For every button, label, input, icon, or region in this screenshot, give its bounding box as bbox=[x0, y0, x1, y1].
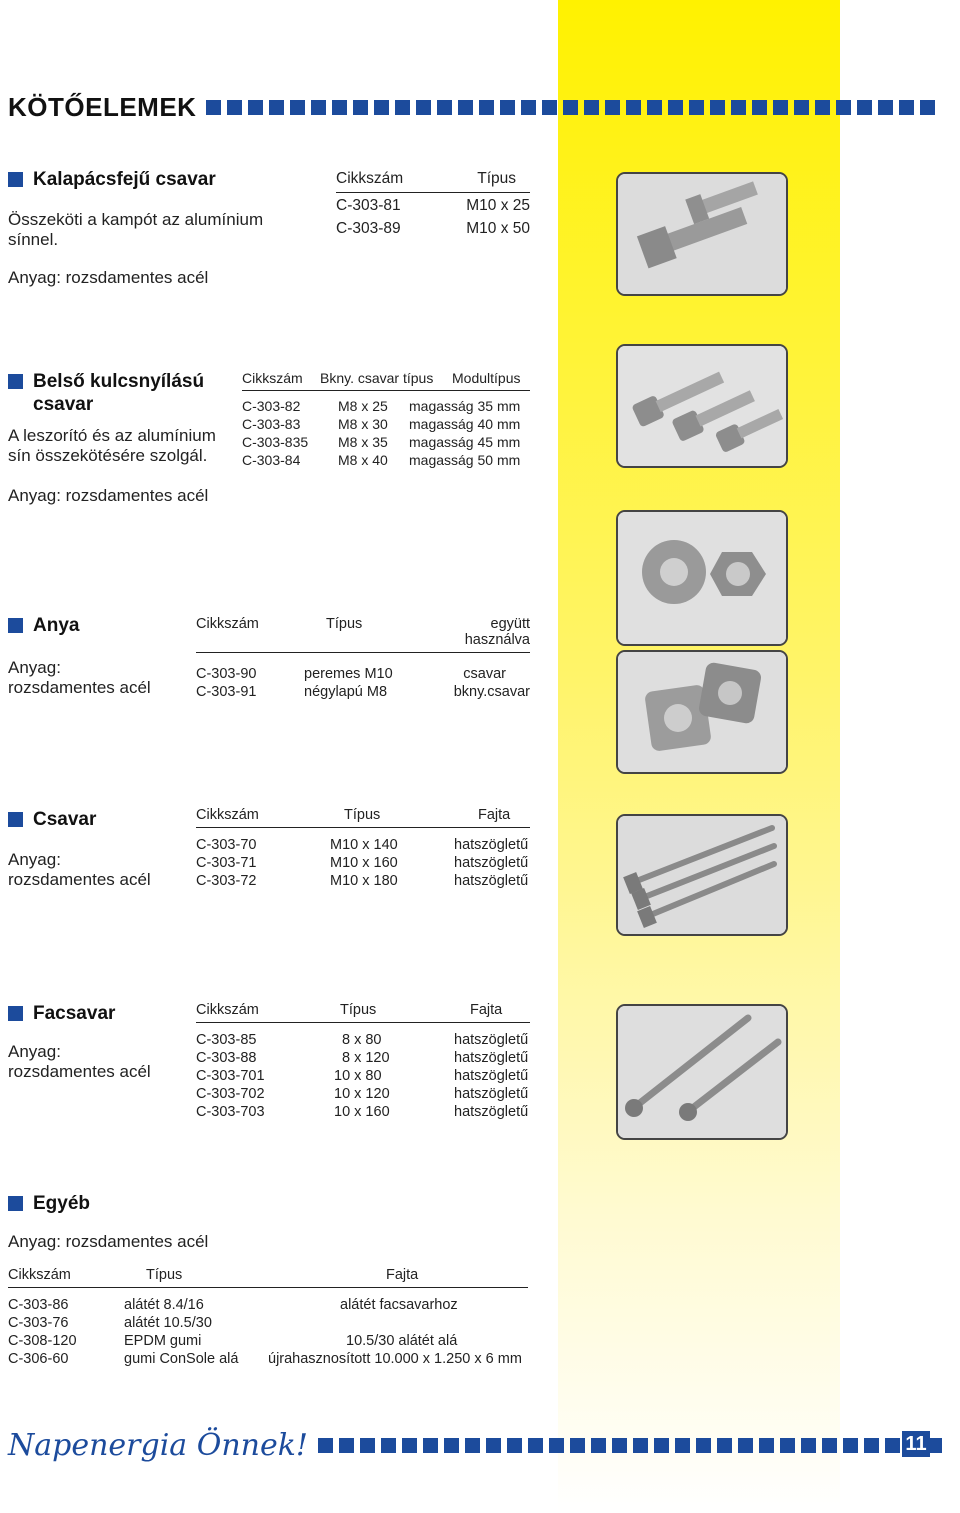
section-egyeb-header bbox=[8, 1192, 90, 1215]
cell-type: négylapú M8 bbox=[304, 684, 388, 700]
header-dots bbox=[206, 100, 935, 115]
cell-kind: hatszögletű bbox=[454, 1086, 529, 1102]
col-header: Cikkszám bbox=[8, 1267, 71, 1283]
cell-code: C-303-72 bbox=[196, 873, 257, 889]
col-header: Cikkszám bbox=[196, 807, 259, 823]
col-header: Fajta bbox=[386, 1267, 419, 1283]
table-row bbox=[196, 665, 530, 683]
table-row bbox=[242, 451, 530, 469]
col-header: Cikkszám bbox=[242, 370, 303, 386]
cell-code: C-303-76 bbox=[8, 1315, 69, 1331]
table-row bbox=[336, 220, 530, 238]
col-header: Típus bbox=[477, 170, 516, 187]
cell-code: C-303-71 bbox=[196, 855, 257, 871]
cell-type: M8 x 35 bbox=[338, 434, 388, 450]
col-header: Típus bbox=[340, 1002, 377, 1018]
cell-type: M10 x 25 bbox=[466, 197, 530, 214]
material-text bbox=[8, 658, 151, 698]
section-title: Anya bbox=[33, 615, 80, 636]
cell-code: C-303-70 bbox=[196, 837, 257, 853]
col-header: Típus bbox=[344, 807, 381, 823]
square-bullet-icon bbox=[8, 618, 23, 633]
cell-usage: csavar bbox=[463, 666, 506, 682]
col-header: Cikkszám bbox=[196, 1002, 259, 1018]
product-table bbox=[196, 807, 530, 890]
table-row bbox=[336, 197, 530, 215]
section-title-line1: Belső kulcsnyílású bbox=[33, 371, 205, 392]
cell-type: 10 x 160 bbox=[334, 1104, 390, 1120]
wood-screw-photo bbox=[616, 1004, 788, 1140]
cell-type: 10 x 120 bbox=[334, 1086, 390, 1102]
hammer-head-bolt-photo bbox=[616, 172, 788, 296]
cell-code: C-303-835 bbox=[242, 434, 309, 450]
col-header: együtt használva bbox=[464, 616, 530, 648]
col-header: Cikkszám bbox=[196, 616, 259, 632]
cell-type: M10 x 180 bbox=[330, 873, 398, 889]
cell-code: C-303-82 bbox=[242, 398, 301, 414]
cell-code: C-303-88 bbox=[196, 1050, 257, 1066]
section-anya-header bbox=[8, 614, 79, 637]
table-row bbox=[8, 1314, 528, 1332]
cell-kind: hatszögletű bbox=[454, 873, 529, 889]
cell-type: M10 x 50 bbox=[466, 220, 530, 237]
cell-code: C-308-120 bbox=[8, 1333, 77, 1349]
cell-code: C-303-702 bbox=[196, 1086, 265, 1102]
table-row bbox=[242, 415, 530, 433]
product-table bbox=[196, 616, 530, 701]
material-text bbox=[8, 1042, 151, 1082]
cell-kind bbox=[340, 1314, 528, 1332]
cell-code: C-303-91 bbox=[196, 684, 257, 700]
cell-code: C-303-701 bbox=[196, 1068, 265, 1084]
cell-code: C-303-90 bbox=[196, 666, 257, 682]
cell-type: M8 x 30 bbox=[338, 416, 388, 432]
square-bullet-icon bbox=[8, 1196, 23, 1211]
table-row bbox=[8, 1296, 528, 1314]
cell-type: M8 x 25 bbox=[338, 398, 388, 414]
material-label: Anyag: bbox=[8, 658, 61, 677]
section-title: Egyéb bbox=[33, 1193, 91, 1214]
section-description: A leszorító és az alumínium sín összekötésére szolgál. bbox=[8, 426, 216, 465]
table-row bbox=[196, 1085, 530, 1103]
cell-code: C-306-60 bbox=[8, 1351, 69, 1367]
cell-kind: hatszögletű bbox=[454, 1050, 529, 1066]
flange-nut-photo bbox=[616, 510, 788, 646]
cell-type: alátét 8.4/16 bbox=[124, 1297, 204, 1313]
section-belso-header bbox=[8, 370, 204, 416]
table-row bbox=[8, 1350, 528, 1368]
cell-kind: hatszögletű bbox=[454, 1068, 529, 1084]
cell-type: 8 x 120 bbox=[342, 1050, 390, 1066]
material-label: Anyag: bbox=[8, 1042, 61, 1061]
square-bullet-icon bbox=[8, 172, 23, 187]
table-row bbox=[196, 836, 530, 854]
table-row bbox=[196, 872, 530, 890]
footer-dots bbox=[318, 1438, 942, 1453]
col-header: Típus bbox=[326, 616, 363, 632]
cell-code: C-303-85 bbox=[196, 1032, 257, 1048]
section-title-line2: csavar bbox=[33, 394, 94, 415]
cell-kind: hatszögletű bbox=[454, 1032, 529, 1048]
cell-module: magasság 40 mm bbox=[409, 416, 521, 432]
cell-module: magasság 50 mm bbox=[409, 452, 521, 468]
cell-code: C-303-83 bbox=[242, 416, 301, 432]
footer-slogan: Napenergia Önnek! bbox=[8, 1428, 308, 1463]
cell-type: EPDM gumi bbox=[124, 1333, 202, 1349]
cell-kind: 10.5/30 alátét alá bbox=[346, 1333, 458, 1349]
table-row bbox=[196, 1067, 530, 1085]
product-table bbox=[8, 1267, 528, 1368]
section-title: Kalapácsfejű csavar bbox=[33, 169, 216, 190]
cell-type: gumi ConSole alá bbox=[124, 1351, 239, 1367]
product-table bbox=[242, 370, 530, 469]
cell-code: C-303-86 bbox=[8, 1297, 69, 1313]
material-value: rozsdamentes acél bbox=[8, 1062, 151, 1081]
cell-kind: alátét facsavarhoz bbox=[340, 1297, 458, 1313]
cell-type: 10 x 80 bbox=[334, 1068, 382, 1084]
table-row bbox=[196, 683, 530, 701]
section-description: Összeköti a kampót az alumínium sínnel. bbox=[8, 210, 264, 249]
cell-module: magasság 35 mm bbox=[409, 398, 521, 414]
cell-usage: bkny.csavar bbox=[453, 684, 530, 700]
section-facsavar-header bbox=[8, 1002, 115, 1025]
material-value: rozsdamentes acél bbox=[8, 678, 151, 697]
col-header: Modultípus bbox=[452, 370, 521, 386]
product-table bbox=[196, 1002, 530, 1121]
cell-kind: hatszögletű bbox=[454, 1104, 529, 1120]
material-text: Anyag: rozsdamentes acél bbox=[8, 486, 209, 505]
cell-code: C-303-81 bbox=[336, 197, 401, 214]
col-header: Cikkszám bbox=[336, 170, 404, 187]
cell-code: C-303-703 bbox=[196, 1104, 265, 1120]
col-header: Fajta bbox=[470, 1002, 503, 1018]
cell-type: peremes M10 bbox=[304, 666, 393, 682]
page-footer bbox=[8, 1428, 942, 1463]
material-text: Anyag: rozsdamentes acél bbox=[8, 1232, 209, 1251]
cell-type: M10 x 160 bbox=[330, 855, 398, 871]
page-title: KÖTŐELEMEK bbox=[8, 92, 197, 122]
table-row bbox=[196, 1103, 530, 1121]
table-row bbox=[8, 1332, 528, 1350]
material-label: Anyag: bbox=[8, 850, 61, 869]
hex-bolt-photo bbox=[616, 814, 788, 936]
square-bullet-icon bbox=[8, 374, 23, 389]
table-row bbox=[196, 854, 530, 872]
cell-type: M10 x 140 bbox=[330, 837, 398, 853]
cell-code: C-303-84 bbox=[242, 452, 301, 468]
product-table bbox=[336, 170, 530, 238]
col-header: Fajta bbox=[478, 807, 511, 823]
material-text bbox=[8, 850, 151, 890]
cell-kind: hatszögletű bbox=[454, 855, 529, 871]
table-row bbox=[242, 397, 530, 415]
section-title: Csavar bbox=[33, 809, 97, 830]
col-header: Bkny. csavar típus bbox=[320, 370, 434, 386]
table-row bbox=[242, 433, 530, 451]
cell-type: alátét 10.5/30 bbox=[124, 1315, 212, 1331]
section-title: Facsavar bbox=[33, 1003, 116, 1024]
cell-kind: újrahasznosított 10.000 x 1.250 x 6 mm bbox=[268, 1351, 522, 1367]
cell-code: C-303-89 bbox=[336, 220, 401, 237]
material-value: rozsdamentes acél bbox=[8, 870, 151, 889]
cell-kind: hatszögletű bbox=[454, 837, 529, 853]
section-csavar-header bbox=[8, 808, 96, 831]
page-header bbox=[8, 92, 935, 123]
square-bullet-icon bbox=[8, 1006, 23, 1021]
cell-module: magasság 45 mm bbox=[409, 434, 521, 450]
cell-type: 8 x 80 bbox=[342, 1032, 382, 1048]
col-header: Típus bbox=[146, 1267, 183, 1283]
page-number: 11 bbox=[902, 1431, 930, 1457]
table-row bbox=[196, 1031, 530, 1049]
section-kalapacs-header bbox=[8, 168, 216, 191]
square-nut-photo bbox=[616, 650, 788, 774]
socket-cap-screw-photo bbox=[616, 344, 788, 468]
table-row bbox=[196, 1049, 530, 1067]
material-text: Anyag: rozsdamentes acél bbox=[8, 268, 209, 287]
square-bullet-icon bbox=[8, 812, 23, 827]
cell-type: M8 x 40 bbox=[338, 452, 388, 468]
